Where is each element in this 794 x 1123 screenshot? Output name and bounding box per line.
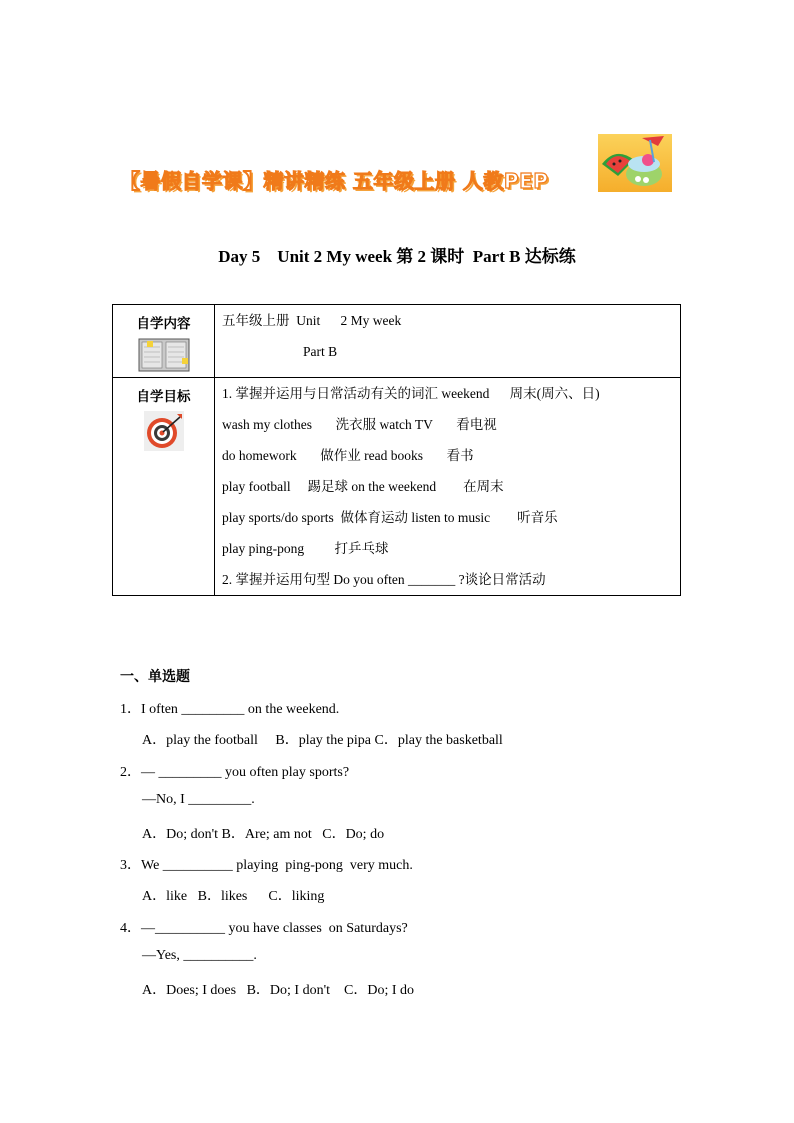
question-options: A．like B．likes C．liking (142, 889, 325, 904)
table-row (113, 378, 681, 596)
question-stem: 4．—__________ you have classes on Saturdays? (120, 921, 408, 936)
row-content-cell (215, 378, 681, 596)
question-stem: 3．We __________ playing ping-pong very much. (120, 858, 413, 873)
content-line: Part B (222, 344, 338, 359)
content-line: play ping-pong 打乒乓球 (222, 541, 389, 556)
target-icon (144, 411, 184, 451)
row-label: 自学目标 (136, 389, 191, 405)
question-options: A．Does; I does B．Do; I don't C．Do; I do (142, 983, 415, 998)
question-options: A．Do; don't B．Are; am not C．Do; do (142, 827, 385, 842)
question-options: A．play the football B．play the pipa C．play the basketball (142, 733, 503, 748)
row-label-cell (113, 305, 215, 378)
content-line: wash my clothes 洗衣服 watch TV 看电视 (222, 417, 497, 432)
row-content-cell (215, 305, 681, 378)
content-line: play football 踢足球 on the weekend 在周末 (222, 479, 504, 494)
row-label-cell (113, 378, 215, 596)
banner-title: 【暑假自学课】精讲精练 五年级上册 人教PEP (120, 169, 549, 193)
content-line: 1. 掌握并运用与日常活动有关的词汇 weekend 周末(周六、日) (222, 386, 600, 401)
content-line: do homework 做作业 read books 看书 (222, 448, 474, 463)
question-stem: 2．— _________ you often play sports? (120, 765, 350, 780)
table-row (113, 305, 681, 378)
question-stem: 1．I often _________ on the weekend. (120, 702, 340, 717)
content-line: play sports/do sports 做体育运动 listen to music 听音乐 (222, 510, 558, 525)
section-heading: 一、单选题 (120, 669, 190, 685)
content-line: 五年级上册 Unit 2 My week (222, 313, 402, 328)
page-title: Day 5 Unit 2 My week 第 2 课时 Part B 达标练 (218, 247, 576, 266)
row-label: 自学内容 (136, 316, 191, 332)
question-answer-line: —No, I _________. (142, 792, 255, 807)
content-line: 2. 掌握并运用句型 Do you often _______ ?谈论日常活动 (222, 572, 546, 587)
notebook-icon (138, 338, 190, 372)
study-plan-table (112, 304, 681, 596)
question-answer-line: —Yes, __________. (142, 948, 257, 963)
watermelon-drink-icon (598, 134, 672, 192)
